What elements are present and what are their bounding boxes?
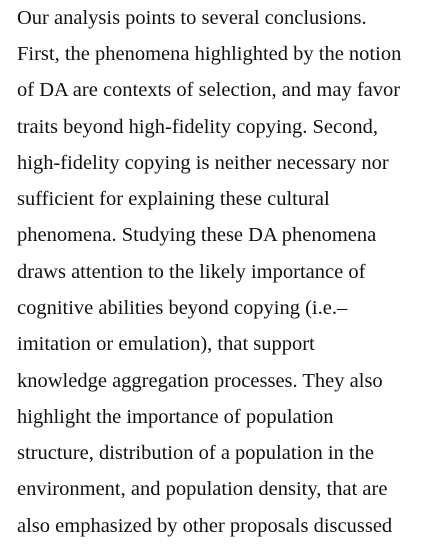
text-line-7: phenomena. Studying these DA phenomena (17, 224, 377, 246)
text-line-11: knowledge aggregation processes. They also (17, 370, 383, 392)
text-line-12: highlight the importance of population (17, 406, 334, 428)
text-line-14: environment, and population density, that are (17, 478, 388, 500)
text-line-8: draws attention to the likely importance of (17, 261, 366, 283)
text-line-10: imitation or emulation), that support (17, 333, 315, 355)
text-line-13: structure, distribution of a population in the (17, 442, 374, 464)
text-line-5: high-fidelity copying is neither necessary nor (17, 152, 389, 174)
text-line-6: sufficient for explaining these cultural (17, 188, 330, 210)
text-line-3: of DA are contexts of selection, and may favor (17, 79, 401, 101)
text-line-4: traits beyond high-fidelity copying. Second, (17, 116, 378, 138)
text-line-9: cognitive abilities beyond copying (i.e.– (17, 297, 348, 319)
text-line-15: also emphasized by other proposals discussed (17, 515, 393, 537)
text-line-1: Our analysis points to several conclusions. (17, 7, 367, 29)
text-line-2: First, the phenomena highlighted by the notion (17, 43, 402, 65)
